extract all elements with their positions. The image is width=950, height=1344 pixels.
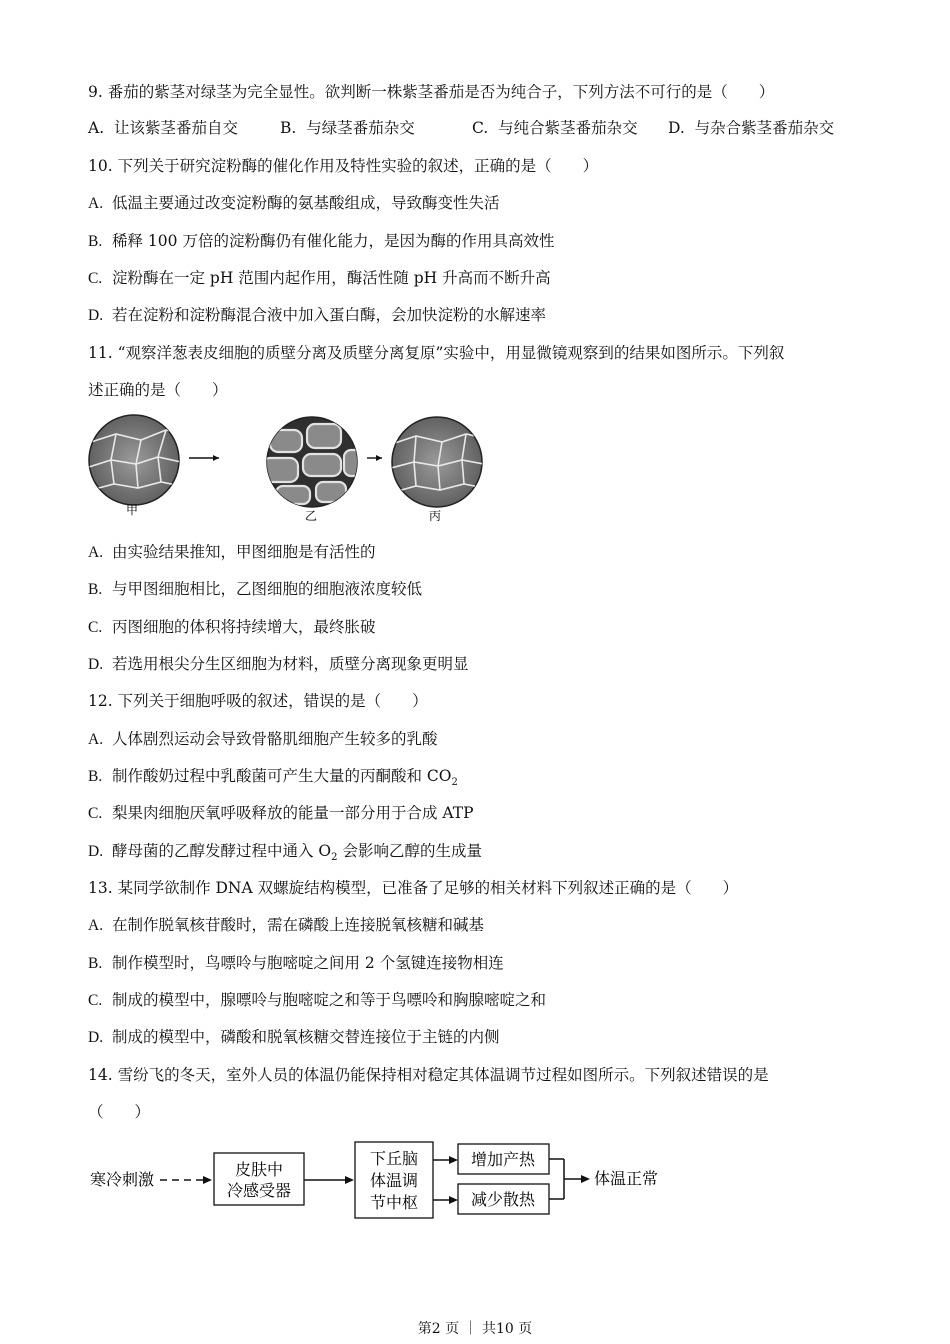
q9-option-d: D. 与杂合紫茎番茄杂交 [668, 119, 835, 137]
q11-option-a: A. 由实验结果推知，甲图细胞是有活性的 [88, 543, 376, 561]
cell-microscope-figure [86, 412, 506, 527]
q14-stem-line1: 14. 雪纷飞的冬天，室外人员的体温仍能保持相对稳定其体温调节过程如图所示。下列叙述错误的是 [88, 1066, 769, 1084]
increase-heat-label: 增加产热 [470, 1150, 536, 1169]
q11-option-b: B. 与甲图细胞相比，乙图细胞的细胞液浓度较低 [88, 580, 423, 598]
q9-option-b: B. 与绿茎番茄杂交 [280, 119, 415, 137]
q13-stem: 13. 某同学欲制作 DNA 双螺旋结构模型，已准备了足够的相关材料下列叙述正确的是（ ） [88, 879, 739, 897]
q10-option-a: A. 低温主要通过改变淀粉酶的氨基酸组成，导致酶变性失活 [88, 194, 500, 212]
arrow-icon [449, 1156, 458, 1164]
cell-view-bing [391, 417, 484, 507]
q12-option-a: A. 人体剧烈运动会导致骨骼肌细胞产生较多的乳酸 [88, 730, 438, 748]
receptor-label-line1: 皮肤中 [234, 1160, 284, 1179]
page-footer: 第2 页 ｜ 共10 页 [417, 1321, 533, 1337]
center-label-line3: 节中枢 [369, 1193, 419, 1212]
q11-option-c: C. 丙图细胞的体积将持续增大，最终胀破 [88, 618, 376, 636]
q10-option-d: D. 若在淀粉和淀粉酶混合液中加入蛋白酶，会加快淀粉的水解速率 [88, 306, 547, 324]
q9-option-a: A. 让该紫茎番茄自交 [88, 119, 238, 137]
q11-stem-line1: 11. “观察洋葱表皮细胞的质壁分离及质壁分离复原”实验中，用显微镜观察到的结果如图所示。下列叙 [88, 344, 785, 362]
center-label-line1: 下丘脑 [369, 1149, 419, 1168]
q13-option-b: B. 制作模型时，鸟嘌呤与胞嘧啶之间用 2 个氢键连接物相连 [88, 954, 504, 972]
q10-option-b: B. 稀释 100 万倍的淀粉酶仍有催化能力，是因为酶的作用具高效性 [88, 232, 555, 250]
arrow-icon [449, 1196, 458, 1204]
cell-view-jia [89, 415, 181, 505]
arrow-icon [345, 1176, 354, 1184]
cold-stimulus-label: 寒冷刺激 [90, 1170, 155, 1189]
q13-option-c: C. 制成的模型中，腺嘌呤与胞嘧啶之和等于鸟嘌呤和胸腺嘧啶之和 [88, 991, 547, 1009]
q12-option-d: D. 酵母菌的乙醇发酵过程中通入 $O_2$ 会影响乙醇的生成量 [88, 842, 482, 864]
arrow-icon [581, 1175, 590, 1183]
cell-view-yi [262, 417, 366, 507]
q12-option-b: B. 制作酸奶过程中乳酸菌可产生大量的丙酮酸和 $CO_2$ [88, 767, 458, 789]
q12-option-c: C. 梨果肉细胞厌氧呼吸释放的能量一部分用于合成 ATP [88, 804, 474, 822]
q13-option-d: D. 制成的模型中，磷酸和脱氧核糖交替连接位于主链的内侧 [88, 1028, 500, 1046]
reduce-heat-loss-label: 减少散热 [470, 1190, 536, 1209]
q10-stem: 10. 下列关于研究淀粉酶的催化作用及特性实验的叙述，正确的是（ ） [88, 157, 599, 175]
q14-stem-line2: （ ） [88, 1103, 151, 1121]
figure-label-jia: 甲 [126, 503, 139, 517]
q12-stem: 12. 下列关于细胞呼吸的叙述，错误的是（ ） [88, 692, 428, 710]
arrow-icon [203, 1176, 212, 1184]
normal-temperature-label: 体温正常 [594, 1169, 659, 1188]
figure-label-bing: 丙 [429, 509, 442, 523]
thermoregulation-diagram [88, 1138, 678, 1224]
q9-option-c: C. 与纯合紫茎番茄杂交 [472, 119, 638, 137]
center-label-line2: 体温调 [369, 1171, 419, 1190]
figure-label-yi: 乙 [305, 509, 318, 523]
q11-option-d: D. 若选用根尖分生区细胞为材料，质壁分离现象更明显 [88, 655, 469, 673]
q11-stem-line2: 述正确的是（ ） [88, 381, 228, 399]
receptor-label-line2: 冷感受器 [226, 1181, 292, 1200]
q9-stem: 9. 番茄的紫茎对绿茎为完全显性。欲判断一株紫茎番茄是否为纯合子，下列方法不可行的是（ ） [88, 83, 775, 101]
q13-option-a: A. 在制作脱氧核苷酸时，需在磷酸上连接脱氧核糖和碱基 [88, 916, 485, 934]
q10-option-c: C. 淀粉酶在一定 pH 范围内起作用，酶活性随 pH 升高而不断升高 [88, 269, 551, 287]
